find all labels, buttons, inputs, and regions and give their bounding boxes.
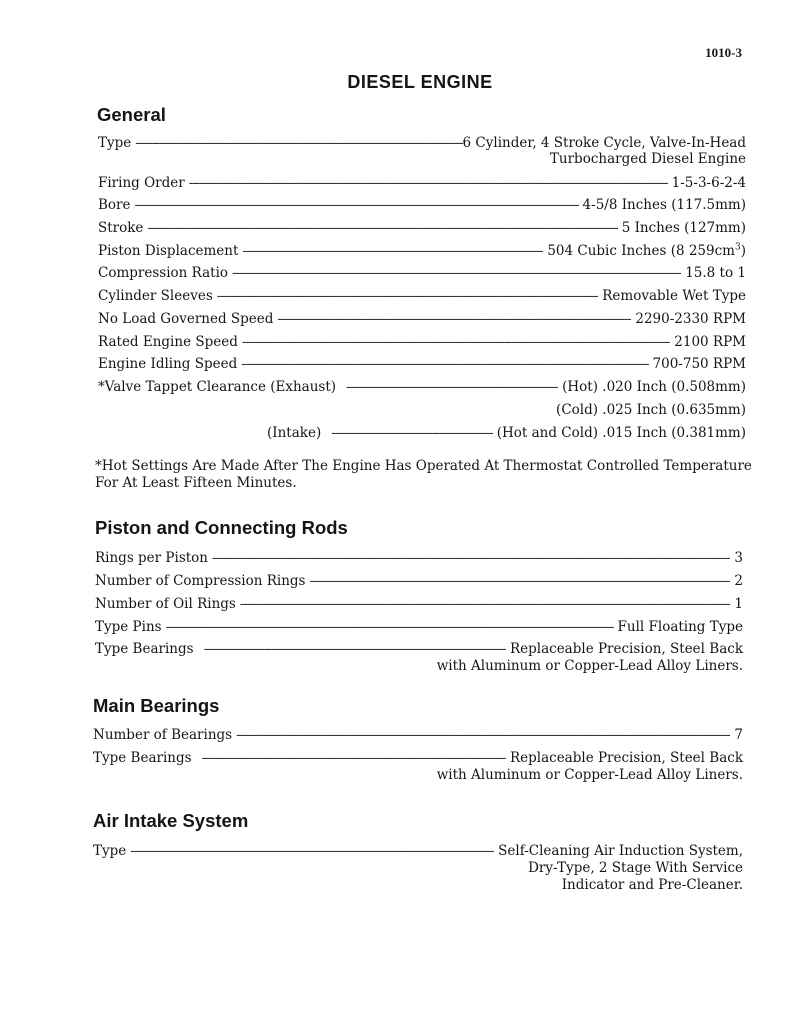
spec-value: 4-5/8 Inches (117.5mm) [582,197,746,213]
spec-label: *Valve Tappet Clearance (Exhaust) [98,379,337,395]
spec-value-cold: (Cold) .025 Inch (0.635mm) [556,402,746,418]
spec-label: No Load Governed Speed [98,311,274,327]
page-title: DIESEL ENGINE [347,72,493,92]
spec-value: (Hot and Cold) .015 Inch (0.381mm) [496,425,746,441]
spec-label: Cylinder Sleeves [98,288,213,304]
footnote-line-2: For At Least Fifteen Minutes. [95,475,297,491]
spec-label: (Intake) [267,425,322,441]
section-heading-air-intake: Air Intake System [93,810,249,831]
dot-leader [346,379,558,396]
spec-value: 5 Inches (127mm) [621,220,746,236]
dot-leader [212,550,730,567]
spec-label: Type Bearings [93,750,192,766]
spec-value: Removable Wet Type [602,288,746,304]
spec-value: 1-5-3-6-2-4 [671,175,746,191]
spec-row-tappet-intake [267,425,746,442]
dot-leader [236,727,730,744]
dot-leader [166,619,614,636]
spec-row-stroke [98,220,746,237]
spec-value: 6 Cylinder, 4 Stroke Cycle, Valve-In-Head [462,135,746,151]
spec-value: Self-Cleaning Air Induction System, [498,843,743,859]
spec-label: Firing Order [98,175,185,191]
spec-value: 2 [734,573,743,589]
spec-label: Number of Bearings [93,727,233,743]
footnote-line-1: *Hot Settings Are Made After The Engine Has Operated At Thermostat Controlled Temperature [95,458,752,474]
spec-row-air-intake-type [93,843,743,860]
spec-value-continued: Indicator and Pre-Cleaner. [561,877,743,893]
dot-leader [277,311,631,328]
dot-leader [189,175,668,192]
spec-label: Number of Oil Rings [95,596,236,612]
spec-row-bore [98,197,746,214]
spec-row-number-of-bearings [93,727,743,744]
dot-leader [232,265,681,282]
spec-value: 1 [734,596,743,612]
dot-leader [130,843,494,860]
spec-row-compression-rings [95,573,743,590]
dot-leader [202,750,506,767]
spec-label: Type Bearings [95,641,194,657]
section-heading-piston: Piston and Connecting Rods [95,517,348,538]
spec-row-rated-speed [98,334,746,351]
superscript-three: 3 [734,242,741,253]
spec-value: Replaceable Precision, Steel Back [509,641,743,657]
spec-row-main-type-bearings [93,750,743,767]
spec-label: Type [98,135,132,151]
spec-label: Stroke [98,220,144,236]
spec-row-oil-rings [95,596,743,613]
spec-value: 2100 RPM [674,334,746,350]
dot-leader [240,596,731,613]
section-heading-main-bearings: Main Bearings [93,695,220,716]
dot-leader [147,220,617,237]
spec-label: Rings per Piston [95,550,208,566]
spec-row-rings-per-piston [95,550,743,567]
spec-value [547,243,746,260]
spec-row-type-bearings [95,641,743,658]
spec-value: 7 [734,727,743,743]
dot-leader [217,288,599,305]
page-number: 1010-3 [705,45,742,60]
spec-row-type-pins [95,619,743,636]
spec-value: Replaceable Precision, Steel Back [509,750,743,766]
dot-leader [204,641,506,658]
dot-leader [135,135,462,152]
spec-label: Piston Displacement [98,243,239,259]
section-heading-general: General [97,104,166,125]
spec-row-firing-order [98,175,746,192]
dot-leader [242,243,543,260]
spec-value: (Hot) .020 Inch (0.508mm) [562,379,746,395]
spec-value-continued: Dry-Type, 2 Stage With Service [528,860,743,876]
spec-value: 3 [734,550,743,566]
spec-value: 15.8 to 1 [685,265,746,281]
displacement-value-text: 504 Cubic Inches (8 259cm [547,243,735,259]
spec-row-cylinder-sleeves [98,288,746,305]
spec-row-no-load-speed [98,311,746,328]
spec-row-idling-speed [98,356,746,373]
spec-value: 700-750 RPM [652,356,746,372]
spec-label: Rated Engine Speed [98,334,238,350]
spec-label: Type Pins [95,619,162,635]
spec-row-tappet-exhaust [98,379,746,396]
spec-value-continued: Turbocharged Diesel Engine [549,151,746,167]
spec-row-compression-ratio [98,265,746,282]
spec-label: Number of Compression Rings [95,573,306,589]
dot-leader [135,197,579,214]
dot-leader [331,425,493,442]
closing-paren: ) [740,243,746,259]
dot-leader [309,573,730,590]
spec-value-continued: with Aluminum or Copper-Lead Alloy Liners. [436,767,743,783]
spec-value-continued: with Aluminum or Copper-Lead Alloy Liners. [436,658,743,674]
spec-label: Bore [98,197,131,213]
dot-leader [242,334,670,351]
spec-label: Compression Ratio [98,265,229,281]
spec-row-type [98,135,746,152]
dot-leader [241,356,648,373]
spec-value: 2290-2330 RPM [635,311,746,327]
spec-label: Engine Idling Speed [98,356,238,372]
spec-value: Full Floating Type [617,619,743,635]
spec-row-displacement [98,243,746,260]
spec-label: Type [93,843,127,859]
